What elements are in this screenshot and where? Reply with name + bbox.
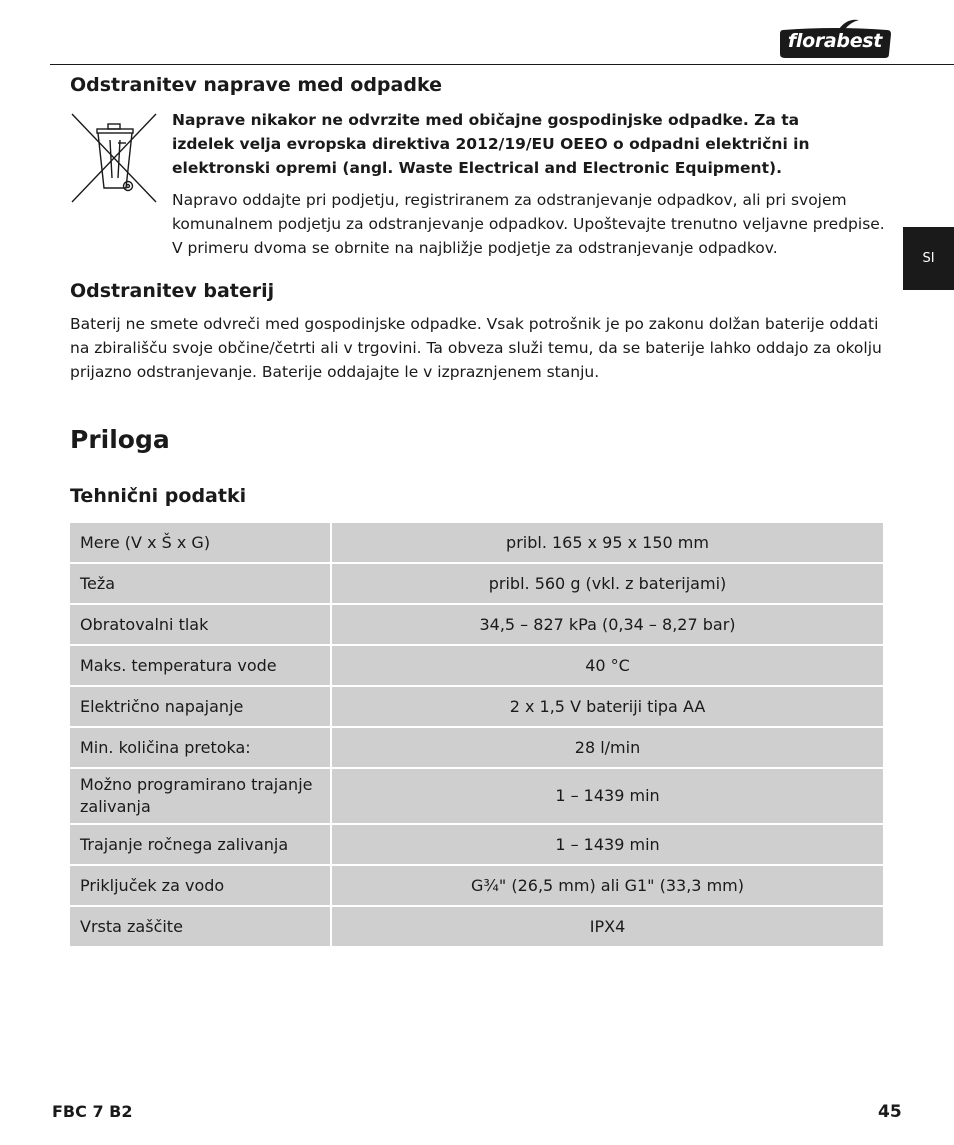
row-value: 1 – 1439 min	[332, 825, 883, 864]
row-label: Maks. temperatura vode	[70, 646, 332, 685]
row-value: G¾" (26,5 mm) ali G1" (33,3 mm)	[332, 866, 883, 905]
tech-data-table	[70, 521, 883, 948]
text-line: izdelek velja evropska direktiva 2012/19/EU OEEO o odpadni električni in	[172, 135, 810, 153]
row-label: Vrsta zaščite	[70, 907, 332, 946]
table-row	[70, 605, 883, 644]
row-label: Mere (V x Š x G)	[70, 523, 332, 562]
row-label: Obratovalni tlak	[70, 605, 332, 644]
appendix-title: Priloga	[70, 425, 170, 454]
row-value: pribl. 165 x 95 x 150 mm	[332, 523, 883, 562]
table-row	[70, 564, 883, 603]
crossed-out-wheelie-bin-icon	[70, 112, 158, 204]
section-title-device-disposal: Odstranitev naprave med odpadke	[70, 74, 442, 96]
table-row	[70, 687, 883, 726]
text-line: prijazno odstranjevanje. Baterije oddajajte le v izpraznjenem stanju.	[70, 363, 600, 381]
section-title-battery-disposal: Odstranitev baterij	[70, 280, 275, 302]
weee-directive-notice	[172, 108, 892, 180]
row-value: 34,5 – 827 kPa (0,34 – 8,27 bar)	[332, 605, 883, 644]
table-row	[70, 866, 883, 905]
florabest-logo	[777, 16, 893, 60]
row-value: 40 °C	[332, 646, 883, 685]
footer-model: FBC 7 B2	[52, 1102, 133, 1121]
row-value: 28 l/min	[332, 728, 883, 767]
row-value: IPX4	[332, 907, 883, 946]
row-label: Trajanje ročnega zalivanja	[70, 825, 332, 864]
text-line: elektronski opremi (angl. Waste Electrical and Electronic Equipment).	[172, 159, 782, 177]
row-value: 1 – 1439 min	[332, 769, 883, 823]
battery-disposal-paragraph	[70, 312, 890, 384]
table-row	[70, 769, 883, 823]
row-label: Priključek za vodo	[70, 866, 332, 905]
row-value: pribl. 560 g (vkl. z baterijami)	[332, 564, 883, 603]
row-label: Teža	[70, 564, 332, 603]
header-rule	[50, 64, 954, 65]
text-line: na zbirališču svoje občine/četrti ali v trgovini. Ta obveza služi temu, da se baterije lahko oddajo za okolju	[70, 339, 882, 357]
row-value: 2 x 1,5 V bateriji tipa AA	[332, 687, 883, 726]
row-label: Min. količina pretoka:	[70, 728, 332, 767]
table-row	[70, 728, 883, 767]
table-row	[70, 907, 883, 946]
language-tab: SI	[903, 227, 954, 290]
text-line: Napravo oddajte pri podjetju, registriranem za odstranjevanje odpadkov, ali pri svojem	[172, 191, 847, 209]
text-line: Naprave nikakor ne odvrzite med običajne gospodinjske odpadke. Za ta	[172, 111, 800, 129]
tech-data-title: Tehnični podatki	[70, 485, 247, 507]
text-line: komunalnem podjetju za odstranjevanje odpadkov. Upoštevajte trenutno veljavne predpise.	[172, 215, 885, 233]
row-label: Električno napajanje	[70, 687, 332, 726]
table-row	[70, 646, 883, 685]
table-row	[70, 825, 883, 864]
table-row	[70, 523, 883, 562]
row-label-line: zalivanja	[80, 797, 151, 816]
device-disposal-paragraph	[172, 188, 892, 260]
row-label	[70, 769, 332, 823]
page-number: 45	[878, 1102, 902, 1122]
logo-wordmark: florabest	[787, 30, 883, 52]
text-line: Baterij ne smete odvreči med gospodinjske odpadke. Vsak potrošnik je po zakonu dolžan baterije oddati	[70, 315, 879, 333]
text-line: V primeru dvoma se obrnite na najbližje podjetje za odstranjevanje odpadkov.	[172, 239, 778, 257]
row-label-line: Možno programirano trajanje	[80, 775, 313, 794]
